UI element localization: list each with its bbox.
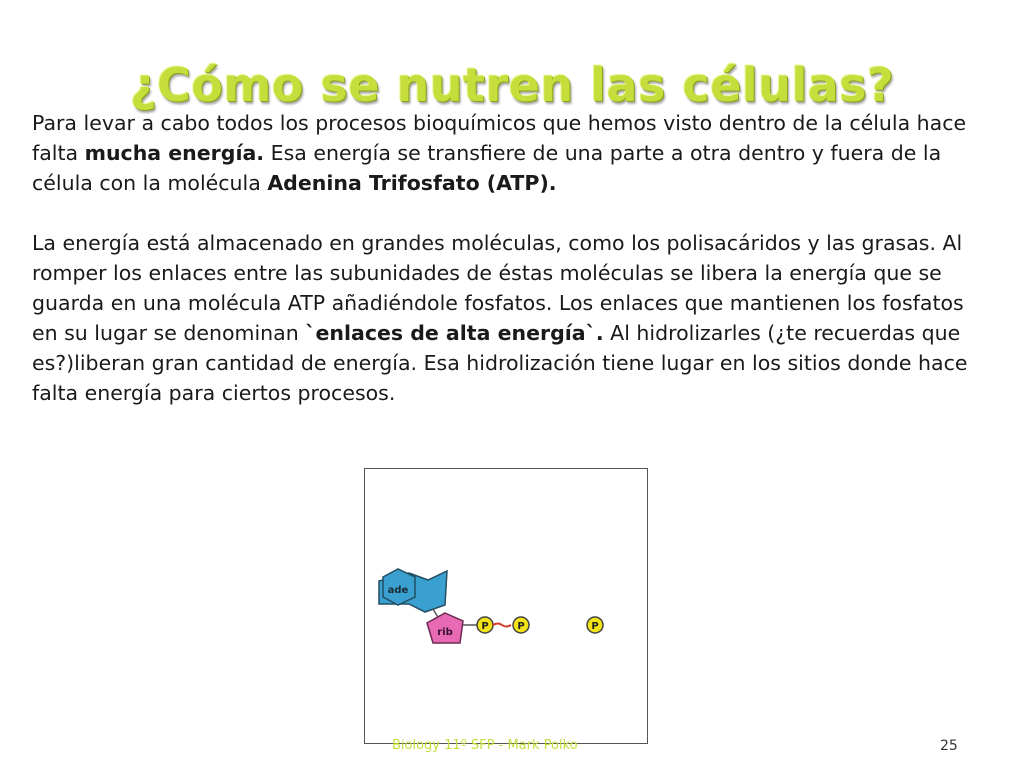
high-energy-bond xyxy=(493,624,511,627)
slide-title: ¿Cómo se nutren las células? xyxy=(129,58,895,112)
bold-text: `enlaces de alta energía`. xyxy=(305,321,604,345)
bold-text: mucha energía. xyxy=(84,141,265,165)
text-run: Esa energía se transfiere de una parte a otra dentro y fuera de la célula con la molécula xyxy=(32,141,942,195)
paragraph-energy-storage xyxy=(32,228,992,408)
adenine-label: ade xyxy=(387,585,409,596)
text-run: Para levar a cabo todos los procesos bioquímicos que hemos visto dentro de la célula hace falta xyxy=(32,111,967,165)
phosphate-1-label: P xyxy=(481,621,489,632)
slide-body xyxy=(32,108,992,408)
atp-diagram xyxy=(364,468,648,744)
text-run: La energía está almacenado en grandes moléculas, como los polisacáridos y las grasas. Al romper los enlaces entre las subunidades de éstas moléculas se libera la energía que se guarda en una molécula ATP añadiéndole fosfatos. Los enlaces que mantienen los fosfatos en su lugar se denominan xyxy=(32,231,964,345)
paragraph-atp-intro xyxy=(32,108,992,198)
page-number: 25 xyxy=(940,738,958,754)
atp-diagram-svg xyxy=(365,469,649,745)
phosphate-2-label: P xyxy=(517,621,525,632)
phosphate-3-label: P xyxy=(591,621,599,632)
text-run: Al hidrolizarles (¿te recuerdas que es?)liberan gran cantidad de energía. Esa hidrolización tiene lugar en los sitios donde hace falta energía para ciertos procesos. xyxy=(32,321,968,405)
ribose-label: rib xyxy=(437,627,453,638)
footer-credit: Biology 11º SFP - Mark Polko xyxy=(392,738,578,753)
bold-text: Adenina Trifosfato (ATP). xyxy=(267,171,557,195)
